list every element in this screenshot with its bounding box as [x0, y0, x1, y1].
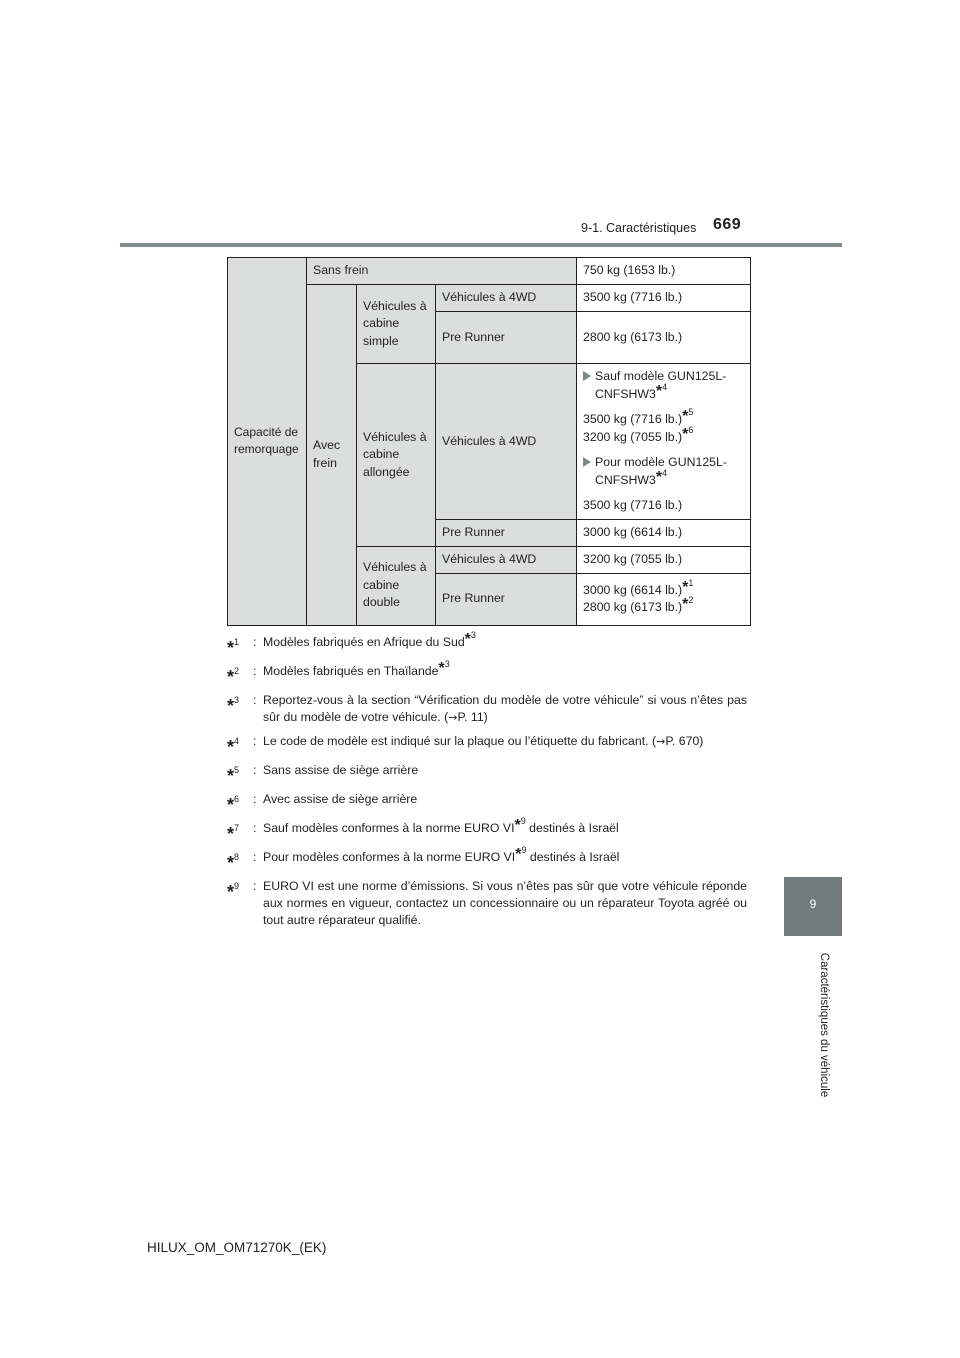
footnote-text: Reportez-vous à la section “Vérification du modèle de votre véhicule” si vous n’êtes pas sûr du modèle de votre véhicule. (	[263, 693, 747, 724]
cell-simple-prerunner-value	[577, 312, 751, 364]
cell-double-prerunner	[436, 573, 577, 625]
simple-prerunner-value: 2800 kg (6173 lb.)	[583, 329, 683, 344]
footnote-6: *$^6$ : Avec assise de siège arrière	[227, 791, 747, 813]
footnote-text-end: destinés à Israël	[525, 821, 619, 835]
double-pre-value-1: 3000 kg (6614 lb.)$^{*^1}$	[583, 577, 694, 597]
cell-double-4wd	[436, 546, 577, 573]
double-4wd-label: Véhicules à 4WD	[442, 551, 537, 566]
page-link[interactable]: P. 11)	[457, 710, 488, 724]
footnote-text: Sans assise de siège arrière	[263, 763, 419, 777]
footnote-3: *$^3$ : Reportez-vous à la section “Vérification du modèle de votre véhicule” si vous n’êtes pas sûr du modèle de votre véhicule. (→P. 11)	[227, 693, 747, 724]
allongee-prerunner-label: Pre Runner	[442, 524, 505, 539]
cell-allongee-4wd-value	[577, 364, 751, 520]
sauf-value-1-text: 3500 kg (7716 lb.)	[583, 412, 683, 426]
double-4wd-value: 3200 kg (7055 lb.)	[583, 551, 683, 566]
cell-cabine-double	[357, 546, 436, 625]
footnote-text: Avec assise de siège arrière	[263, 792, 418, 806]
footnote-7: *$^7$ : Sauf modèles conformes à la norme EURO VI$^{*^9}$ destinés à Israël	[227, 816, 619, 844]
footnote-9: *$^9$ : EURO VI est une norme d’émissions. Si vous n’êtes pas sûr que votre véhicule réponde aux normes en vigueur, contactez un concessionnaire ou un réparateur Toyota agréé ou tout autre réparateur qualifié.	[227, 879, 747, 927]
footnote-text: Pour modèles conformes à la norme EURO VI	[263, 850, 516, 864]
document-code: HILUX_OM_OM71270K_(EK)	[147, 1240, 327, 1255]
sans-frein-label: Sans frein	[313, 263, 369, 278]
footnote-text: Modèles fabriqués en Afrique du Sud	[263, 635, 465, 649]
footnote-text: Sauf modèles conformes à la norme EURO VI	[263, 821, 515, 835]
sauf-label-text: Sauf modèle GUN125L-CNFSHW3	[595, 369, 727, 401]
page-link[interactable]: P. 670)	[665, 734, 704, 748]
simple-4wd-value: 3500 kg (7716 lb.)	[583, 290, 683, 305]
header-rule	[120, 243, 842, 247]
arrow-icon: →	[448, 711, 458, 724]
simple-4wd-label: Véhicules à 4WD	[442, 290, 537, 305]
sauf-value-2-text: 3200 kg (7055 lb.)	[583, 429, 683, 444]
cell-allongee-4wd	[436, 364, 577, 520]
triangle-bullet-icon	[583, 371, 591, 381]
running-header-section: 9-1. Caractéristiques	[581, 221, 697, 235]
allongee-prerunner-value: 3000 kg (6614 lb.)	[583, 524, 683, 539]
cell-capacite	[228, 258, 307, 626]
cell-double-prerunner-value	[577, 573, 751, 625]
sauf-value-1: 3500 kg (7716 lb.)$^{*^5}$	[583, 407, 694, 426]
cell-simple-prerunner	[436, 312, 577, 364]
cabine-simple-label: Véhicules à cabine simple	[363, 298, 427, 348]
bullet-sauf	[583, 368, 744, 403]
bullet-pour	[583, 454, 744, 489]
cabine-double-label: Véhicules à cabine double	[363, 560, 427, 610]
pour-label: Pour modèle GUN125L-CNFSHW3$^{*^4}$	[595, 455, 727, 487]
chapter-number: 9	[809, 897, 817, 911]
footnote-4: *$^4$ : Le code de modèle est indiqué sur la plaque ou l’étiquette du fabricant. (→P. 670)	[227, 734, 704, 757]
simple-prerunner-label: Pre Runner	[442, 329, 505, 344]
footnote-5: *$^5$ : Sans assise de siège arrière	[227, 762, 747, 784]
arrow-icon: →	[656, 735, 666, 748]
footnote-text: Le code de modèle est indiqué sur la plaque ou l’étiquette du fabricant. (	[263, 734, 657, 748]
footnote-text: Modèles fabriqués en Thaïlande	[263, 664, 439, 678]
footnote-1: *$^1$ : Modèles fabriqués en Afrique du Sud$^{*^3}$	[227, 630, 476, 658]
cell-cabine-simple	[357, 285, 436, 364]
sauf-value-2: 3200 kg (7055 lb.)$^{*^6}$	[583, 424, 694, 444]
cell-avec-frein	[307, 285, 357, 626]
allongee-4wd-label: Véhicules à 4WD	[442, 433, 537, 448]
cell-simple-4wd-value	[577, 285, 751, 312]
cell-simple-4wd	[436, 285, 577, 312]
pour-value-1: 3500 kg (7716 lb.)	[583, 498, 683, 512]
cabine-allongee-label: Véhicules à cabine allongée	[363, 429, 427, 479]
avec-frein-label: Avec frein	[313, 438, 341, 470]
footnotes	[227, 630, 747, 936]
double-pre-value-1-text: 3000 kg (6614 lb.)	[583, 582, 683, 597]
cell-double-4wd-value	[577, 546, 751, 573]
towing-capacity-table	[227, 257, 751, 626]
cell-sans-frein-value	[577, 258, 751, 285]
cell-allongee-prerunner	[436, 519, 577, 546]
double-pre-value-2-text: 2800 kg (6173 lb.)	[583, 600, 683, 614]
double-pre-value-2: 2800 kg (6173 lb.)$^{*^2}$	[583, 595, 694, 614]
cell-cabine-allongee	[357, 364, 436, 547]
footnote-text: EURO VI est une norme d’émissions. Si vous n’êtes pas sûr que votre véhicule réponde aux normes en vigueur, contactez un concessionnaire ou un réparateur Toyota agréé ou tout autre réparateur qualifié.	[263, 879, 747, 927]
double-prerunner-label: Pre Runner	[442, 591, 505, 606]
sans-frein-value: 750 kg (1653 lb.)	[583, 263, 676, 278]
cell-allongee-prerunner-value	[577, 519, 751, 546]
chapter-tab	[784, 877, 842, 936]
footnote-text-end: destinés à Israël	[526, 850, 620, 864]
triangle-bullet-icon	[583, 457, 591, 467]
page-number: 669	[713, 216, 742, 233]
cell-sans-frein	[307, 258, 577, 285]
pour-label-text: Pour modèle GUN125L-CNFSHW3	[595, 455, 727, 487]
capacite-label: Capacité de remorquage	[234, 424, 299, 457]
footnote-8: *$^8$ : Pour modèles conformes à la norme EURO VI$^{*^9}$ destinés à Israël	[227, 845, 620, 873]
chapter-side-label: Caractéristiques du véhicule	[818, 952, 830, 1098]
sauf-label: Sauf modèle GUN125L-CNFSHW3$^{*^4}$	[595, 369, 727, 401]
footnote-2: *$^2$ : Modèles fabriqués en Thaïlande$^{*^3}$	[227, 659, 450, 687]
